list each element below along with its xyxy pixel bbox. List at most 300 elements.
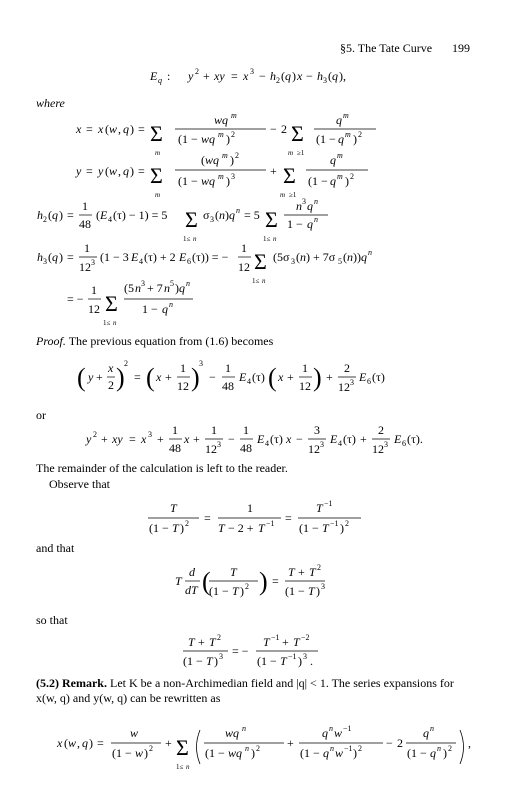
svg-text:(: ( [77,363,86,392]
observe-sentence: Observe that [49,477,110,491]
svg-text:)): )) [353,250,361,264]
svg-text:Σ: Σ [176,735,189,760]
svg-text:(τ).: (τ). [407,432,423,446]
svg-text:2: 2 [43,215,47,224]
svg-text:x: x [243,69,249,83]
svg-text:q: q [332,69,338,83]
svg-text:2: 2 [358,130,362,139]
svg-text:−: − [270,122,277,136]
svg-text:2: 2 [149,744,153,753]
svg-text:(1 −: (1 − [316,132,336,146]
svg-text:q: q [285,69,291,83]
svg-text:): ) [226,132,230,146]
svg-text:T: T [309,565,316,579]
svg-text:x: x [98,122,104,136]
svg-text:− 2 +: − 2 + [228,521,254,535]
svg-text:3: 3 [303,652,307,661]
svg-text:(τ): (τ) [372,370,385,384]
svg-text:1≤: 1≤ [103,319,111,327]
svg-text:−1: −1 [343,724,352,733]
svg-text:(1 −: (1 − [183,654,203,668]
svg-text:+: + [360,432,367,446]
svg-text:2: 2 [317,563,321,572]
svg-text:n: n [437,744,441,753]
svg-text:3: 3 [199,359,203,368]
svg-text:(τ)) = −: (τ)) = − [192,250,229,264]
svg-text:12: 12 [299,379,311,393]
svg-text:m: m [231,111,237,120]
svg-text:): ) [292,69,296,83]
svg-text:(1 −: (1 − [178,132,198,146]
svg-text:2: 2 [124,359,128,368]
svg-text:= −: = − [232,644,249,658]
svg-text:T: T [293,635,300,649]
svg-text:(: ( [281,69,285,83]
running-header: §5. The Tate Curve [340,41,433,55]
svg-text:n: n [330,744,334,753]
svg-text:1: 1 [84,241,90,255]
svg-text:q: q [179,281,185,295]
svg-text:q: q [52,208,58,222]
svg-text:2: 2 [397,736,403,750]
svg-text:48: 48 [222,379,234,393]
svg-text:n: n [273,235,277,243]
svg-text:2: 2 [276,76,280,85]
svg-text:+: + [198,635,205,649]
svg-text:q: q [330,153,336,167]
svg-text:): ) [130,122,134,136]
svg-text:3: 3 [321,582,325,591]
svg-text:2: 2 [256,744,260,753]
svg-text:q: q [430,746,436,760]
svg-text:(1 −: (1 − [299,521,319,535]
svg-text:(: ( [215,208,219,222]
svg-text:h: h [37,208,43,222]
svg-text:q: q [82,736,88,750]
svg-text:12: 12 [177,379,189,393]
svg-text:E: E [100,208,108,222]
svg-text:−1: −1 [344,744,353,753]
svg-text:q: q [423,726,429,740]
svg-text:q: q [162,302,168,316]
svg-text:n: n [236,206,240,215]
svg-text:2: 2 [217,633,221,642]
svg-text:(1 −: (1 − [209,584,229,598]
svg-text:): ) [191,363,200,392]
svg-text:2: 2 [344,361,350,375]
proof-text: The previous equation from (1.6) becomes [68,334,274,348]
svg-text:+: + [287,736,294,750]
svg-text:): ) [313,363,322,392]
svg-text:,: , [118,164,121,178]
svg-text:T: T [288,565,295,579]
remark-text: Let K be a non-Archimedian field and |q| < 1. The series expansions for x(w, q) and y(w, q) can be rewritten as [36,676,454,705]
svg-text:Σ: Σ [150,163,163,188]
svg-text:3: 3 [231,172,235,181]
svg-text:≥1: ≥1 [297,149,305,157]
svg-text:(: ( [96,208,100,222]
svg-text:−: − [386,736,393,750]
svg-text:x: x [108,361,114,375]
svg-text:1: 1 [91,283,97,297]
svg-text:1: 1 [211,423,217,437]
svg-text:): ) [116,363,125,392]
svg-text:xy: xy [214,69,225,83]
svg-text:−: − [296,432,303,446]
svg-text:−: − [306,69,313,83]
svg-text:+: + [193,432,200,446]
svg-text:(τ): (τ) [252,370,265,384]
svg-text:=: = [86,122,93,136]
svg-text:E: E [150,69,158,83]
svg-text:2: 2 [185,519,189,528]
svg-text:y: y [76,164,82,178]
svg-text:d: d [189,565,195,579]
svg-text:E: E [257,432,265,446]
svg-text:12: 12 [308,442,320,456]
svg-text:(1 −: (1 − [285,584,305,598]
svg-text:1≤: 1≤ [183,235,191,243]
svg-text:,: , [77,736,80,750]
svg-text:wq: wq [205,153,220,167]
svg-text:=: = [67,208,74,222]
svg-text:3: 3 [384,440,388,449]
svg-text:.: . [310,654,313,668]
svg-text:q: q [307,217,313,231]
svg-text:=: = [86,164,93,178]
svg-text:(: ( [105,122,109,136]
svg-text:+: + [165,370,172,384]
svg-text:n: n [193,235,197,243]
svg-text:4: 4 [265,439,269,448]
svg-text:=: = [97,736,104,750]
svg-text:q: q [338,132,344,146]
svg-text::: : [167,69,171,83]
svg-text:q: q [361,250,367,264]
svg-text:T: T [218,521,225,535]
svg-text:n: n [242,724,246,733]
svg-text:Σ: Σ [150,121,163,146]
svg-text:12: 12 [205,442,217,456]
svg-text:): ) [251,746,255,760]
svg-text:): ) [340,521,344,535]
svg-text:T: T [172,521,179,535]
svg-text:T: T [209,635,216,649]
svg-text:E: E [131,250,139,264]
svg-text:T: T [280,654,287,668]
svg-text:T: T [175,574,182,588]
svg-text:12: 12 [88,302,100,316]
svg-text:h: h [37,250,43,264]
svg-text:3: 3 [91,258,95,267]
svg-text:wq: wq [201,174,216,188]
svg-text:q: q [323,746,329,760]
svg-text:T: T [263,635,270,649]
svg-text:(: ( [328,69,332,83]
svg-text:n: n [262,277,266,285]
svg-text:12: 12 [79,260,91,274]
svg-text:Σ: Σ [105,291,118,316]
svg-text:m: m [222,151,228,160]
svg-text:σ: σ [203,208,210,222]
svg-text:E: E [394,432,402,446]
svg-text:1 −: 1 − [287,217,303,231]
svg-text:=: = [272,574,279,588]
svg-text:2: 2 [195,67,199,76]
svg-text:(1 −: (1 − [205,746,225,760]
svg-text:(1 −: (1 − [149,521,169,535]
svg-text:1≤: 1≤ [263,235,271,243]
svg-text:+: + [165,736,172,750]
svg-text:= 5: = 5 [244,208,260,222]
svg-text:(: ( [296,250,300,264]
svg-text:w: w [335,746,344,760]
svg-text:xy: xy [112,432,123,446]
svg-text:): ) [259,567,268,596]
svg-text:q: q [158,76,162,85]
svg-text:y: y [98,164,104,178]
svg-text:2: 2 [108,378,114,392]
svg-text:) + 7σ: ) + 7σ [306,250,336,264]
svg-text:m: m [155,149,161,157]
svg-text:Σ: Σ [265,207,278,232]
svg-text:E: E [330,432,338,446]
svg-text:(: ( [201,153,205,167]
svg-text:n: n [113,319,117,327]
svg-text:≥1: ≥1 [289,191,297,199]
svg-text:m: m [288,149,294,157]
svg-text:2: 2 [245,582,249,591]
svg-text:−: − [228,432,235,446]
svg-text:(τ) + 2: (τ) + 2 [144,250,176,264]
svg-text:x: x [184,432,190,446]
svg-text:4: 4 [108,215,112,224]
svg-text:−: − [209,370,216,384]
svg-text:q: q [307,199,313,213]
svg-text:): ) [443,746,447,760]
svg-text:(: ( [146,363,155,392]
svg-text:−1: −1 [324,499,333,508]
svg-text:n: n [314,215,318,224]
svg-text:=: = [129,432,136,446]
svg-text:2: 2 [281,122,287,136]
svg-text:5: 5 [338,257,342,266]
svg-text:(1 −: (1 − [308,174,328,188]
svg-text:w: w [109,122,118,136]
svg-text:n: n [186,279,190,288]
remainder-sentence: The remainder of the calculation is left to the reader. [36,461,288,475]
svg-text:n: n [314,197,318,206]
remark-label: (5.2) Remark. [36,676,107,690]
svg-text:3: 3 [210,215,214,224]
svg-text:x: x [286,432,292,446]
svg-text:wq: wq [228,746,243,760]
svg-text:m: m [343,111,349,120]
svg-text:+: + [282,635,289,649]
svg-text:x: x [57,736,63,750]
svg-text:E: E [179,250,187,264]
svg-text:−2: −2 [301,633,310,642]
svg-text:(1 −: (1 − [257,654,277,668]
svg-text:m: m [337,151,343,160]
svg-text:+ 7: + 7 [147,281,163,295]
svg-text:h: h [270,69,276,83]
svg-text:4: 4 [247,377,251,386]
svg-text:6: 6 [187,257,191,266]
svg-text:n: n [219,208,225,222]
svg-text:n: n [169,300,173,309]
svg-text:=: = [67,250,74,264]
svg-text:1: 1 [180,361,186,375]
svg-text:4: 4 [139,257,143,266]
svg-text:m: m [155,191,161,199]
svg-text:3: 3 [43,257,47,266]
svg-text:(5σ: (5σ [273,250,290,264]
svg-text:12: 12 [238,260,250,274]
svg-text:−1: −1 [288,652,297,661]
svg-text:6: 6 [367,377,371,386]
svg-text:T: T [170,501,177,515]
svg-text:x: x [156,370,162,384]
svg-text:(τ) − 1) = 5: (τ) − 1) = 5 [113,208,168,222]
svg-text:): ) [226,174,230,188]
svg-text:): ) [225,208,229,222]
svg-text:q: q [336,113,342,127]
svg-text:Σ: Σ [291,121,304,146]
svg-text:5: 5 [170,279,174,288]
svg-text:=: = [204,511,211,525]
svg-text:): ) [59,250,63,264]
svg-text:T: T [308,584,315,598]
svg-text:q: q [229,208,235,222]
svg-text:2: 2 [93,430,97,439]
svg-text:+: + [157,432,164,446]
svg-text:wq: wq [225,726,240,740]
svg-text:T: T [232,584,239,598]
svg-text:1≤: 1≤ [252,277,260,285]
svg-text:wq: wq [214,113,229,127]
svg-text:q: q [322,726,328,740]
proof-label: Proof. [36,334,66,348]
svg-text:): ) [353,746,357,760]
svg-text:y: y [188,69,194,83]
where-label: where [36,96,65,110]
svg-text:(: ( [343,250,347,264]
svg-text:T: T [188,635,195,649]
svg-text:): ) [59,208,63,222]
svg-text:q: q [330,174,336,188]
svg-text:3: 3 [320,440,324,449]
svg-text:−: − [259,69,266,83]
svg-text:x: x [278,370,284,384]
svg-text:q: q [123,122,129,136]
svg-text:n: n [347,250,353,264]
so-that-sentence: so that [36,613,68,627]
svg-text:=: = [138,164,145,178]
svg-text:2: 2 [448,744,452,753]
svg-text:): ) [298,654,302,668]
svg-text:2: 2 [378,423,384,437]
svg-text:w: w [334,726,343,740]
svg-text:q: q [52,250,58,264]
svg-text:): ) [345,174,349,188]
svg-text:=: = [285,511,292,525]
svg-text:w: w [135,746,144,760]
svg-text:(1 − 3: (1 − 3 [100,250,129,264]
svg-text:3: 3 [291,257,295,266]
and-that-sentence: and that [36,541,75,555]
svg-text:−1: −1 [271,633,280,642]
svg-text:12: 12 [338,380,350,394]
svg-text:3: 3 [323,76,327,85]
svg-text:4: 4 [338,439,342,448]
svg-text:=: = [138,122,145,136]
svg-text:2: 2 [231,130,235,139]
svg-text:(: ( [64,736,68,750]
svg-text:T: T [206,654,213,668]
svg-text:3: 3 [148,430,152,439]
svg-text:1: 1 [172,423,178,437]
svg-text:Σ: Σ [185,207,198,232]
svg-text:Σ: Σ [254,249,267,274]
svg-text:(1 −: (1 − [407,746,427,760]
svg-text:3: 3 [302,197,306,206]
svg-text:3: 3 [314,423,320,437]
svg-text:m: m [337,172,343,181]
svg-text:2: 2 [350,172,354,181]
svg-text:): ) [230,153,234,167]
svg-text:x: x [76,122,82,136]
svg-text:(5: (5 [124,281,134,295]
svg-text:(: ( [48,208,52,222]
svg-text:1: 1 [225,361,231,375]
svg-text:−1: −1 [266,519,275,528]
svg-text:2: 2 [358,744,362,753]
svg-text:h: h [317,69,323,83]
svg-text:1: 1 [302,361,308,375]
svg-text:(: ( [268,363,277,392]
svg-text:1: 1 [247,501,253,515]
svg-text:n: n [368,248,372,257]
svg-text:n: n [135,281,141,295]
svg-text:1≤: 1≤ [176,763,184,771]
svg-text:x: x [297,69,303,83]
svg-text:= −: = − [67,292,84,306]
svg-text:(: ( [105,164,109,178]
svg-text:2: 2 [235,151,239,160]
svg-text:=: = [134,370,141,384]
svg-text:n: n [164,281,170,295]
svg-text:T: T [230,565,237,579]
svg-text:): ) [180,521,184,535]
svg-text:),: ), [339,69,346,83]
svg-text:48: 48 [240,441,252,455]
svg-text:,: , [118,122,121,136]
svg-text:dT: dT [185,583,198,597]
svg-text:−1: −1 [330,519,339,528]
svg-text:n: n [245,744,249,753]
svg-text:y: y [88,370,94,384]
svg-text:1: 1 [82,199,88,213]
svg-text:48: 48 [169,441,181,455]
svg-text:): ) [316,584,320,598]
svg-text:(: ( [48,250,52,264]
svg-text:): ) [240,584,244,598]
svg-text:n: n [296,199,302,213]
svg-text:3: 3 [217,440,221,449]
svg-text:): ) [130,164,134,178]
svg-text:n: n [430,724,434,733]
